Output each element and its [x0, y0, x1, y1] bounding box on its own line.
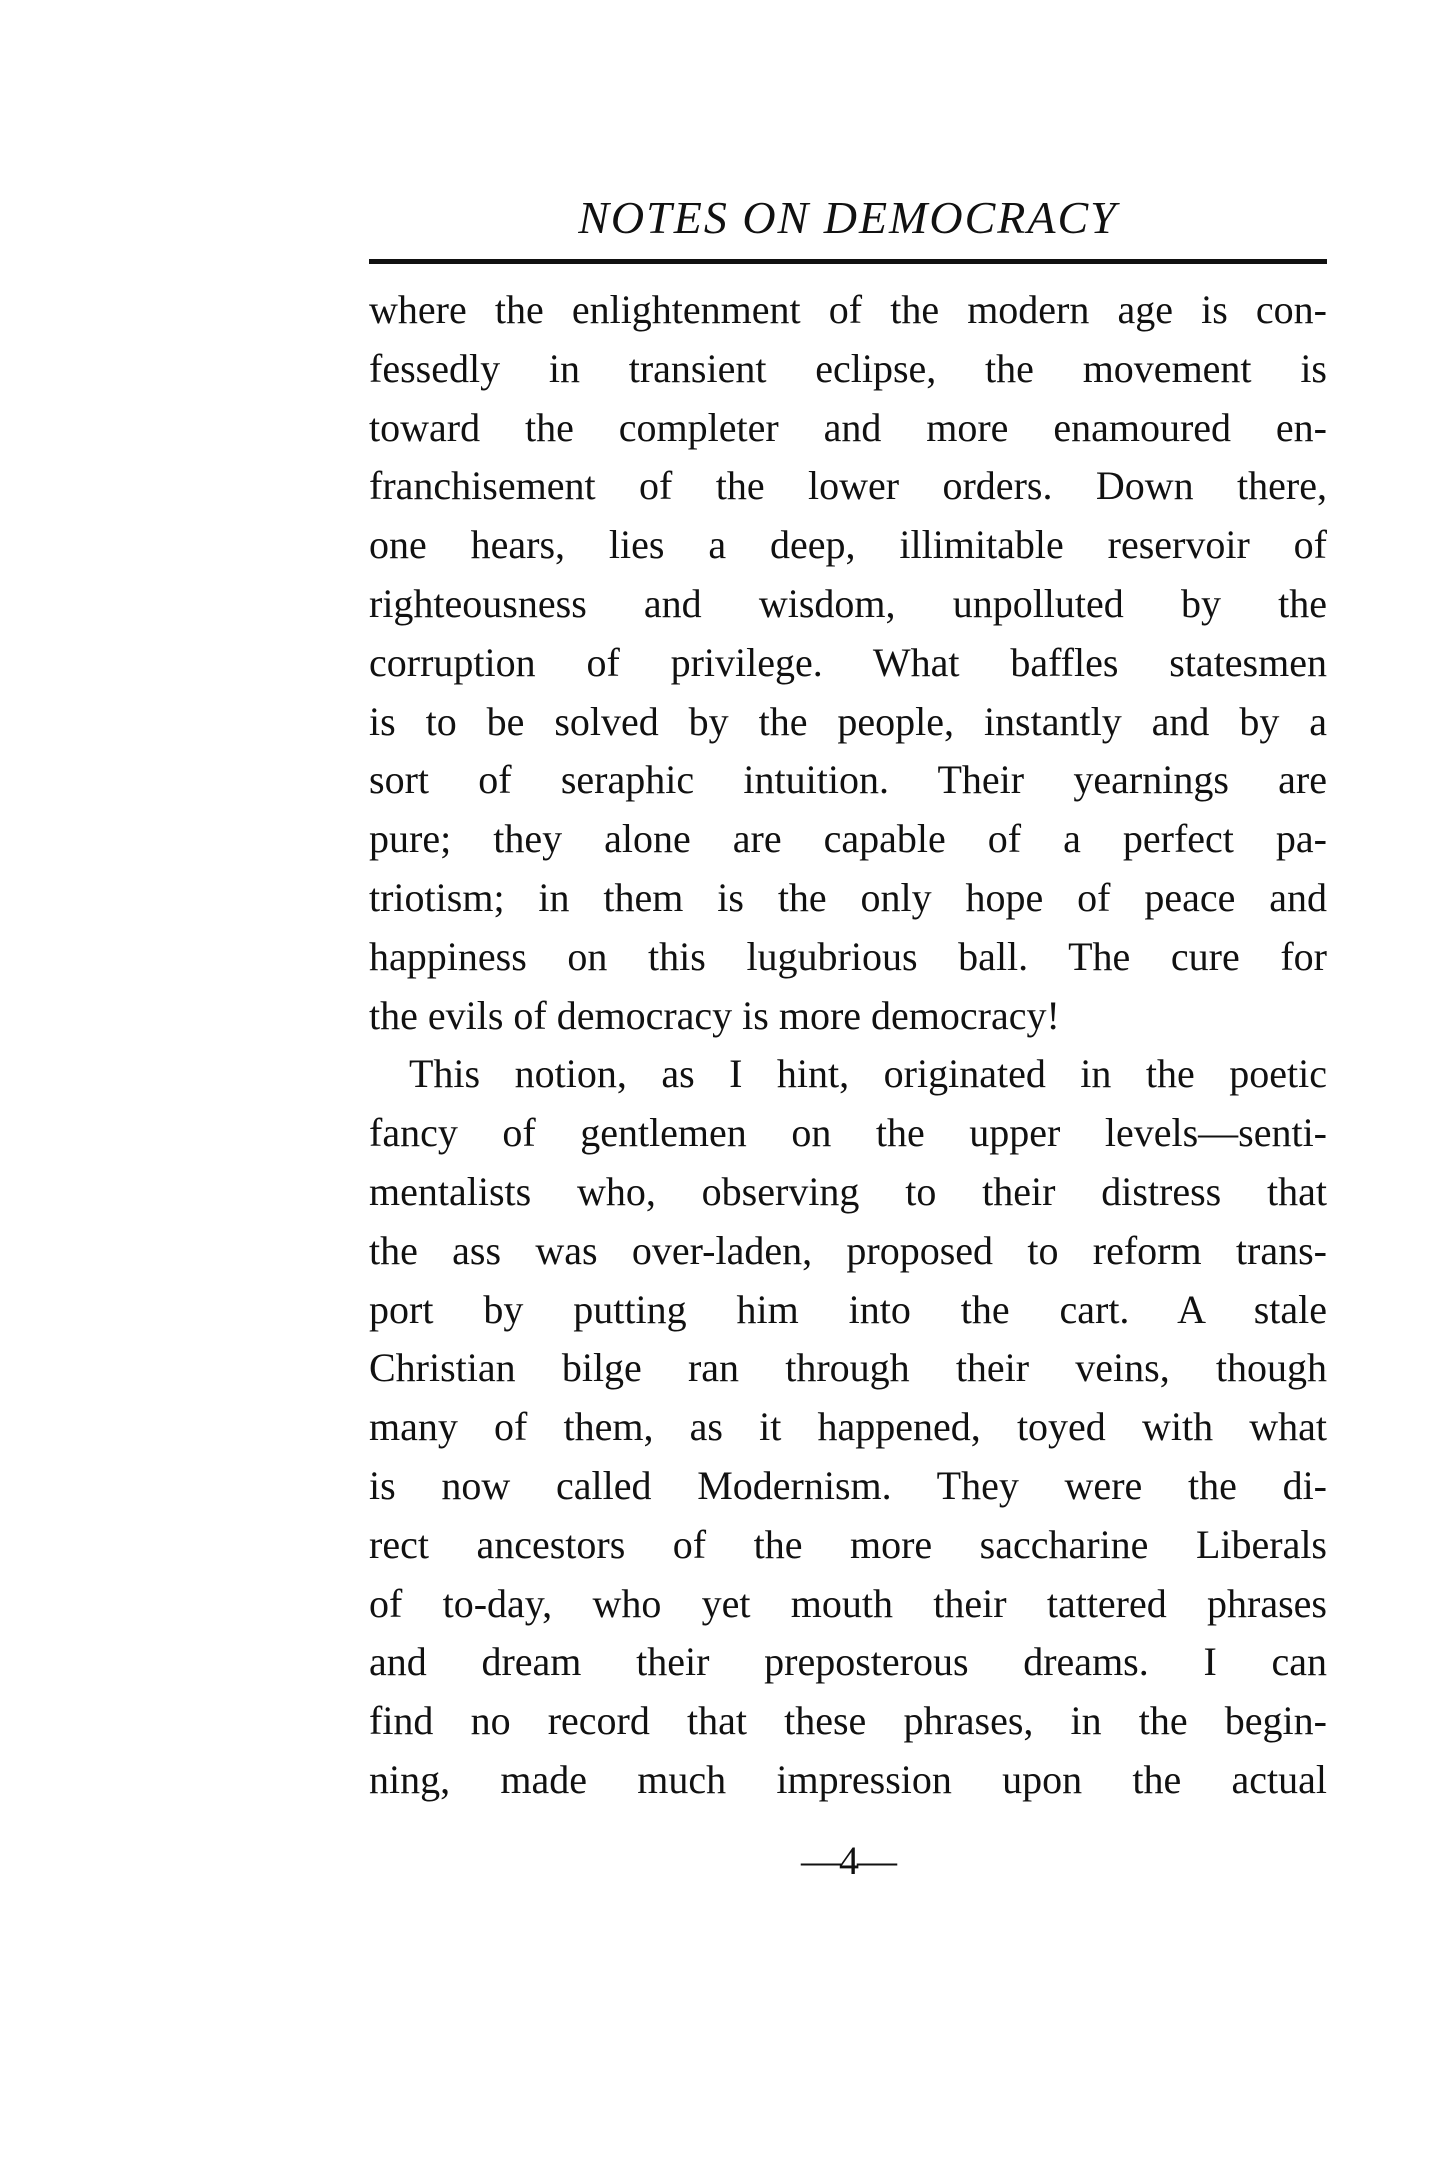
text-line: ning, made much impression upon the actual: [369, 1756, 1327, 1802]
text-line: franchisement of the lower orders. Down there,: [369, 463, 1327, 509]
page-number: —4—: [801, 1838, 895, 1883]
text-line: is now called Modernism. They were the di-: [369, 1462, 1327, 1508]
text-line: mentalists who, observing to their distress that: [369, 1168, 1327, 1214]
text-line: rect ancestors of the more saccharine Liberals: [369, 1521, 1327, 1567]
text-line: Christian bilge ran through their veins, though: [369, 1345, 1327, 1391]
text-line: triotism; in them is the only hope of peace and: [369, 874, 1327, 920]
text-line: fancy of gentlemen on the upper levels—senti-: [369, 1110, 1327, 1156]
paragraph-1: [369, 281, 1327, 1045]
text-line: This notion, as I hint, originated in the poetic: [409, 1051, 1327, 1097]
running-head: NOTES ON DEMOCRACY: [578, 192, 1118, 243]
text-line: sort of seraphic intuition. Their yearnings are: [369, 757, 1327, 803]
text-line: and dream their preposterous dreams. I can: [369, 1639, 1327, 1685]
text-line: many of them, as it happened, toyed with what: [369, 1404, 1327, 1450]
text-line: port by putting him into the cart. A stale: [369, 1286, 1327, 1332]
text-line: happiness on this lugubrious ball. The cure for: [369, 933, 1327, 979]
text-line: toward the completer and more enamoured en-: [369, 404, 1327, 450]
text-line: of to-day, who yet mouth their tattered phrases: [369, 1580, 1327, 1626]
text-line: the ass was over-laden, proposed to reform trans-: [369, 1227, 1327, 1273]
header-rule: [369, 259, 1327, 264]
text-line: find no record that these phrases, in the begin-: [369, 1698, 1327, 1744]
text-line: one hears, lies a deep, illimitable reservoir of: [369, 522, 1327, 568]
text-line: fessedly in transient eclipse, the movement is: [369, 345, 1327, 391]
body-text: [369, 281, 1327, 1810]
text-line: corruption of privilege. What baffles statesmen: [369, 639, 1327, 685]
text-line: righteousness and wisdom, unpolluted by the: [369, 580, 1327, 626]
paragraph-2: [369, 1045, 1327, 1809]
text-line: pure; they alone are capable of a perfect pa-: [369, 816, 1327, 862]
text-line: where the enlightenment of the modern age is con-: [369, 287, 1327, 332]
text-line: the evils of democracy is more democracy!: [369, 992, 1060, 1038]
text-line: is to be solved by the people, instantly and by a: [369, 698, 1327, 744]
